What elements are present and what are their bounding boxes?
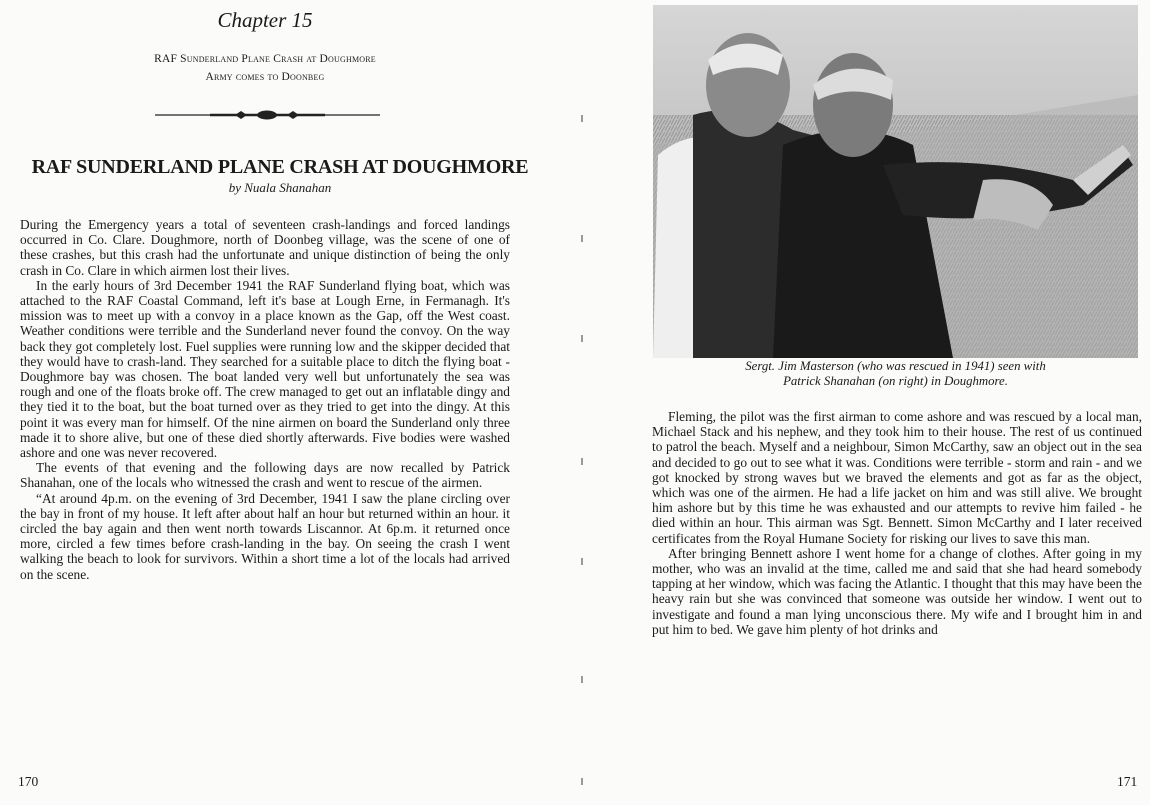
chapter-subheading: Army comes to Doonbeg — [205, 71, 325, 83]
ornamental-rule — [155, 108, 380, 122]
paragraph: The events of that evening and the following days are now recalled by Patrick Shanahan, one of the locals who witnessed the crash and went to rescue of the airmen. — [20, 460, 510, 491]
photo-illustration — [653, 5, 1138, 358]
chapter-subheading: RAF Sunderland Plane Crash at Doughmore — [154, 53, 376, 65]
caption-line: Sergt. Jim Masterson (who was rescued in 1941) seen with — [745, 359, 1046, 373]
paragraph: Fleming, the pilot was the first airman to come ashore and was rescued by a local man, Michael Stack and his nephew, and they took him to their house. The rest of us continued to patrol the beach. Myself and a neighbour, Simon McCarthy, saw an object out in the sea and decided to go out to see what it was. Conditions were terrible - storm and rain - and we got knocked by strong waves but we braved the elements and got as far as the object, which was one of the airmen. He had a life jacket on him and was still alive. We brought him ashore but by this time he was exhausted and our attempts to revive him failed - he died within an hour. This airman was Sgt. Bennett. Simon McCarthy and I later received certificates from the Royal Humane Society for risking our lives to save this man. — [652, 409, 1142, 546]
page-number: 170 — [18, 774, 39, 789]
right-page — [575, 0, 1150, 805]
caption-line: Patrick Shanahan (on right) in Doughmore. — [783, 374, 1008, 388]
article-title: RAF SUNDERLAND PLANE CRASH AT DOUGHMORE — [31, 156, 529, 178]
chapter-heading: Chapter 15 — [217, 8, 313, 32]
article-body — [652, 409, 1142, 637]
paragraph: “At around 4p.m. on the evening of 3rd December, 1941 I saw the plane circling over the bay in front of my house. It left after about half an hour but returned within an hour. it circled the bay again and then went north towards Liscannor. At 6p.m. it returned once more, circled a few times before crash-landing in the bay. On seeing the crash I went walking the beach to look for survivors. Within a short time a lot of the locals had arrived on the scene. — [20, 490, 510, 582]
article-body — [20, 217, 510, 582]
article-byline: by Nuala Shanahan — [228, 180, 332, 195]
paragraph: During the Emergency years a total of seventeen crash-landings and forced landings occurred in Co. Clare. Doughmore, north of Doonbeg village, was the scene of one of these crashes, but this crash had the unfortunate and unique distinction of being the only crash in Co. Clare in which airmen lost their lives. — [20, 217, 510, 278]
paragraph: After bringing Bennett ashore I went home for a change of clothes. After going in my mother, who was an invalid at the time, called me and said that she had heard somebody tapping at her window, which was facing the Atlantic. I thought that this may have been the heavy rain but she was convinced that someone was outside her window. I went out to investigate and found a man lying unconscious there. My wife and I brought him in and put him to bed. We gave him plenty of hot drinks and — [652, 545, 1142, 637]
photo-caption — [653, 359, 1138, 389]
paragraph: In the early hours of 3rd December 1941 the RAF Sunderland flying boat, which was attached to the RAF Coastal Command, left it's base at Lough Erne, in Fermanagh. It's mission was to meet up with a convoy in a place known as the Gap, off the West coast. Weather conditions were terrible and the Sunderland never found the convoy. On the way back they got completely lost. Fuel supplies were running low and the skipper decided that they would have to crash-land. They searched for a suitable place to ditch the flying boat - Doughmore bay was chosen. The boat landed very well but unfortunately the sea was rough and one of the floats broke off. The crew managed to get out an inflatable dingy and they tied it to the boat, but the boat turned over as they tried to get into the dingy. At this point it was every man for himself. Of the nine airmen on board the Sunderland only three made it to shore alive, but one of these died shortly afterwards. Five bodies were washed ashore and one was never recovered. — [20, 277, 510, 461]
page-number: 171 — [1117, 774, 1138, 789]
photograph — [653, 5, 1138, 358]
